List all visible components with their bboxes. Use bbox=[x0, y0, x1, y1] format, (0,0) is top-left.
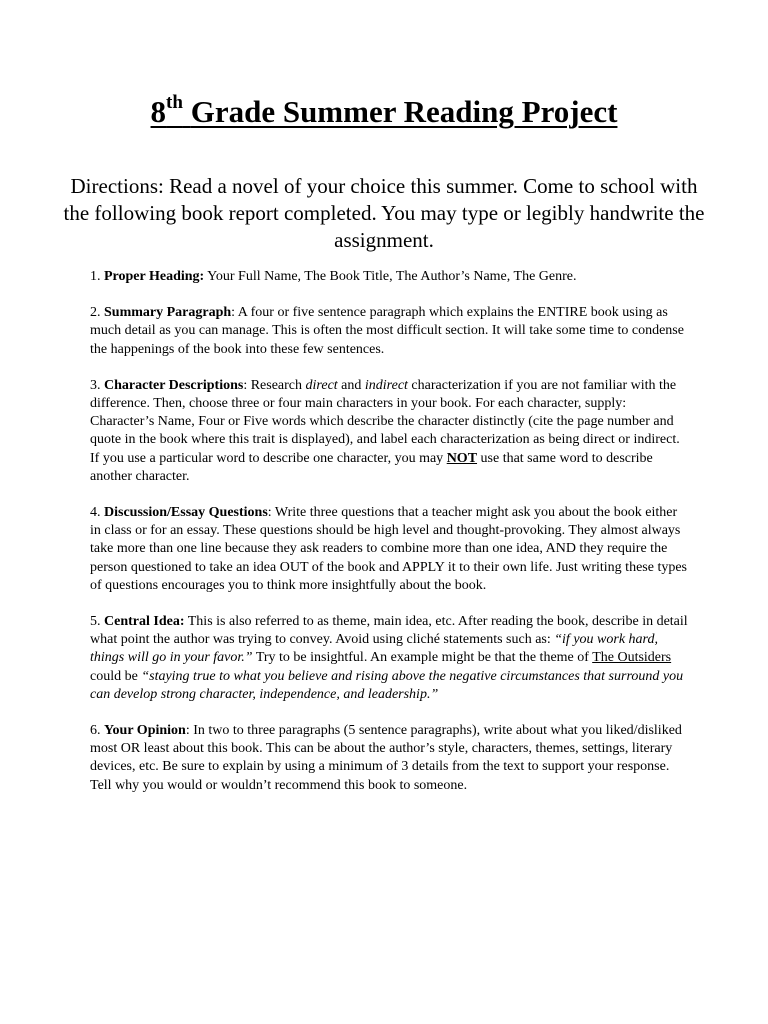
item-number: 1. bbox=[90, 269, 104, 284]
item-text: use that same word to describe another character. bbox=[90, 450, 653, 484]
item-text: characterization if you are not familiar with the difference. Then, choose three or four main characters in your book. For each character, supply: Character’s Name, Four or Five words which describe the character distinctly (cite the page number and quote in the book where this trait is displayed), and label each characterization as being direct or indirect. If you use a particular word to describe one character, you may bbox=[90, 377, 680, 466]
directions: Directions: Read a novel of your choice this summer. Come to school with the following book report completed. You may type or legibly handwrite the assignment. bbox=[63, 174, 705, 252]
book-title: The Outsiders bbox=[592, 650, 672, 666]
item-number: 2. bbox=[90, 305, 104, 321]
item-central-idea bbox=[90, 613, 690, 704]
item-text: : In two to three paragraphs (5 sentence paragraphs), write about what you liked/disliked most OR least about this book. This can be about the author’s style, characters, themes, settings, literary devices, etc. Be sure to explain by using a minimum of 3 details from the text to support your response. Tell why you would or wouldn’t recommend this book to someone. bbox=[90, 723, 682, 793]
emphasis-indirect: indirect bbox=[364, 377, 408, 393]
item-character-descriptions bbox=[90, 377, 690, 486]
emphasis-not: NOT bbox=[446, 450, 478, 466]
item-text: : A four or five sentence paragraph which explains the ENTIRE book using as much detail as you can manage. This is often the most difficult section. It will take some time to condense the happenings of the book into these few sentences. bbox=[90, 305, 684, 357]
item-number: 4. bbox=[90, 505, 104, 521]
item-label: Proper Heading: bbox=[104, 269, 205, 284]
emphasis-direct: direct bbox=[305, 377, 338, 393]
item-number: 6. bbox=[90, 723, 104, 739]
grade-suffix: th bbox=[166, 92, 183, 113]
item-number: 5. bbox=[90, 614, 104, 630]
assignment-list bbox=[90, 268, 690, 813]
quote-cliche: “if you work hard, things will go in your favor.” bbox=[90, 632, 658, 666]
item-text: could be bbox=[90, 668, 142, 684]
item-label: Your Opinion bbox=[104, 723, 186, 739]
item-text: : Research bbox=[243, 377, 306, 393]
quote-theme-example: “staying true to what you believe and rising above the negative circumstances that surround you can develop strong character, independence, and leadership.” bbox=[90, 668, 684, 702]
item-summary-paragraph bbox=[90, 304, 690, 359]
item-text: Try to be insightful. An example might be that the theme of bbox=[252, 650, 593, 666]
page-title-text bbox=[151, 94, 618, 129]
page-title bbox=[0, 92, 768, 132]
item-label: Summary Paragraph bbox=[104, 305, 232, 321]
item-text: This is also referred to as theme, main idea, etc. After reading the book, describe in detail what point the author was trying to convey. Avoid using cliché statements such as: bbox=[90, 614, 688, 648]
item-discussion-questions bbox=[90, 504, 690, 595]
item-label: Character Descriptions bbox=[104, 377, 244, 393]
item-proper-heading bbox=[90, 268, 690, 286]
item-label: Central Idea: bbox=[104, 614, 185, 630]
title-text: Grade Summer Reading Project bbox=[190, 94, 618, 129]
grade-number: 8 bbox=[150, 94, 167, 129]
item-your-opinion bbox=[90, 722, 690, 795]
item-label: Discussion/Essay Questions bbox=[104, 505, 268, 521]
item-number: 3. bbox=[90, 377, 104, 393]
item-text: : Write three questions that a teacher might ask you about the book either in class or for an essay. These questions should be high level and thought-provoking. They almost always take more than one line because they ask readers to combine more than one idea, AND they require the person questioned to take an idea OUT of the book and APPLY it to their own life. Just writing these types of questions encourages you to think more insightfully about the book. bbox=[90, 505, 688, 593]
item-text: and bbox=[337, 377, 365, 393]
item-text: Your Full Name, The Book Title, The Author’s Name, The Genre. bbox=[204, 269, 577, 284]
